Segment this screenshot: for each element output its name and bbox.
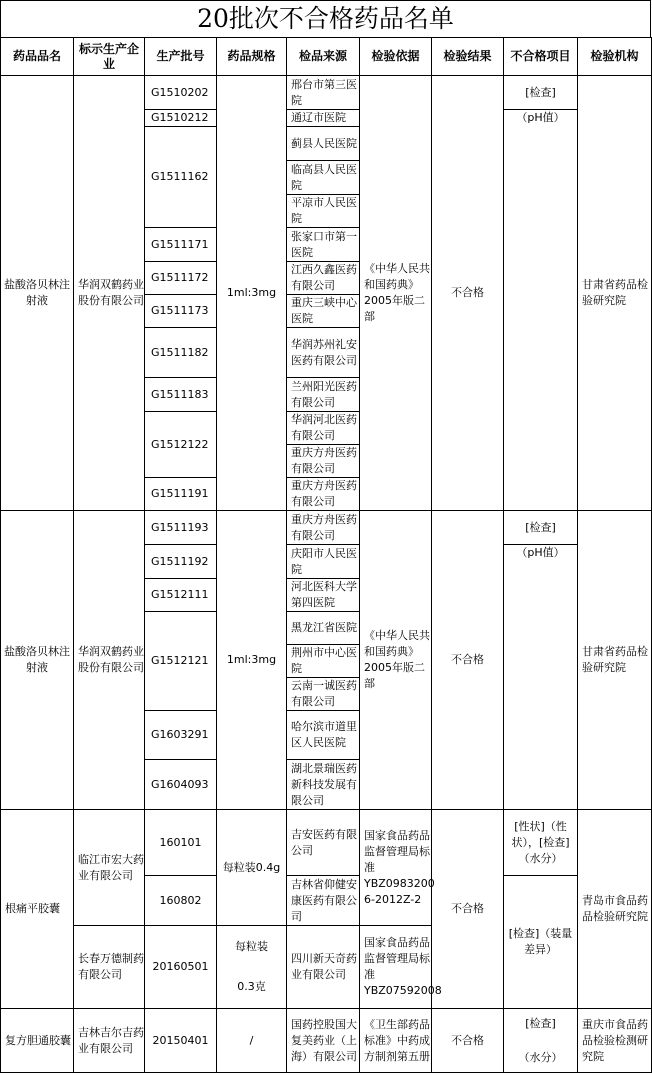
manufacturer: 长春万德制药有限公司 <box>74 926 145 1009</box>
results-table <box>0 37 652 1073</box>
test-basis: 《卫生部药品标准》中药成方制剂第五册 <box>360 1009 432 1073</box>
lot-number: G1512111 <box>145 579 217 612</box>
header-cell: 药品品名 <box>1 38 74 76</box>
header-cell: 不合格项目 <box>504 38 578 76</box>
lot-number: 20150401 <box>145 1009 217 1073</box>
lot-number: G1512121 <box>145 612 217 711</box>
failed-item: [检查] <box>504 76 578 110</box>
header-cell: 检验机构 <box>578 38 652 76</box>
lot-number: 160802 <box>145 876 217 926</box>
table-row <box>1 76 652 110</box>
failed-item <box>504 545 578 810</box>
lot-number: G1511193 <box>145 511 217 545</box>
test-basis: 国家食品药品监督管理局标准YBZ0983200 6-2012Z-2 <box>360 810 432 926</box>
sample-source: 江西久鑫医药有限公司 <box>287 262 360 295</box>
failed-item-line: （水分） <box>518 1050 563 1064</box>
header-cell: 检验结果 <box>432 38 504 76</box>
manufacturer: 吉林吉尔吉药业有限公司 <box>74 1009 145 1073</box>
test-organization: 青岛市食品药品检验研究院 <box>578 810 652 1009</box>
test-result: 不合格 <box>432 76 504 511</box>
drug-name: 根痛平胶囊 <box>1 810 74 1009</box>
drug-spec: / <box>217 1009 287 1073</box>
lot-number: G1511162 <box>145 127 217 228</box>
sample-source: 重庆三峡中心医院 <box>287 295 360 328</box>
header-cell: 检品来源 <box>287 38 360 76</box>
header-cell: 标示生产企业 <box>74 38 145 76</box>
table-row <box>1 810 652 876</box>
sample-source: 吉安医药有限公司 <box>287 810 360 876</box>
drug-name: 盐酸洛贝林注射液 <box>1 511 74 810</box>
header-cell: 药品规格 <box>217 38 287 76</box>
drug-name: 盐酸洛贝林注射液 <box>1 76 74 511</box>
failed-item: [性状]（性状），[检查]（水分） <box>504 810 578 876</box>
sample-source: 哈尔滨市道里区人民医院 <box>287 711 360 760</box>
failed-item <box>504 1009 578 1073</box>
test-basis: 《中华人民共和国药典》2005年版二部 <box>360 511 432 810</box>
failed-item: [检查]（装量差异） <box>504 876 578 1009</box>
lot-number: G1511171 <box>145 228 217 262</box>
sample-source: 荆州市中心医院 <box>287 645 360 678</box>
sample-source: 庆阳市人民医院 <box>287 545 360 579</box>
sample-source: 重庆方舟医药有限公司 <box>287 445 360 478</box>
lot-number: G1511173 <box>145 295 217 328</box>
test-basis: 国家食品药品监督管理局标准YBZ07592008 <box>360 926 432 1009</box>
drug-spec: 每粒装0.4g <box>217 810 287 926</box>
table-row <box>1 1009 652 1073</box>
drug-spec-line: 每粒装 <box>235 940 268 953</box>
test-result: 不合格 <box>432 1009 504 1073</box>
sample-source: 邢台市第三医院 <box>287 76 360 110</box>
sample-source: 兰州阳光医药有限公司 <box>287 378 360 412</box>
lot-number: G1603291 <box>145 711 217 760</box>
sample-source: 国药控股国大复美药业（上海）有限公司 <box>287 1009 360 1073</box>
sample-source: 黑龙江省医院 <box>287 612 360 645</box>
test-result: 不合格 <box>432 810 504 1009</box>
sample-source: 华润苏州礼安医药有限公司 <box>287 328 360 378</box>
header-row <box>1 38 652 76</box>
drug-spec-line: 0.3克 <box>237 980 266 993</box>
sample-source: 吉林省仰健安康医药有限公司 <box>287 876 360 926</box>
drug-spec: 1ml:3mg <box>217 76 287 511</box>
manufacturer: 临江市宏大药业有限公司 <box>74 810 145 926</box>
lot-number: G1604093 <box>145 760 217 810</box>
test-result: 不合格 <box>432 511 504 810</box>
sample-source: 重庆方舟医药有限公司 <box>287 478 360 511</box>
sample-source: 云南一诚医药有限公司 <box>287 678 360 711</box>
sample-source: 张家口市第一医院 <box>287 228 360 262</box>
lot-number: G1511172 <box>145 262 217 295</box>
manufacturer: 华润双鹤药业股份有限公司 <box>74 76 145 511</box>
sample-source: 平凉市人民医院 <box>287 195 360 228</box>
failed-item-line: [检查] <box>525 1016 556 1030</box>
lot-number: G1510212 <box>145 110 217 127</box>
lot-number: G1510202 <box>145 76 217 110</box>
lot-number: G1512122 <box>145 412 217 478</box>
page-title: 20批次不合格药品名单 <box>0 0 651 37</box>
sample-source: 蓟县人民医院 <box>287 127 360 161</box>
test-organization: 甘肃省药品检验研究院 <box>578 76 652 511</box>
drug-spec <box>217 926 287 1009</box>
header-cell: 生产批号 <box>145 38 217 76</box>
lot-number: G1511183 <box>145 378 217 412</box>
drug-name: 复方胆通胶囊 <box>1 1009 74 1073</box>
lot-number: G1511192 <box>145 545 217 579</box>
sample-source: 四川新天奇药业有限公司 <box>287 926 360 1009</box>
test-basis: 《中华人民共和国药典》2005年版二部 <box>360 76 432 511</box>
failed-item <box>504 110 578 511</box>
lot-number: G1511182 <box>145 328 217 378</box>
sample-source: 河北医科大学第四医院 <box>287 579 360 612</box>
failed-item-detail: （pH值） <box>516 546 565 559</box>
manufacturer: 华润双鹤药业股份有限公司 <box>74 511 145 810</box>
sample-source: 通辽市医院 <box>287 110 360 127</box>
lot-number: 160101 <box>145 810 217 876</box>
lot-number: 20160501 <box>145 926 217 1009</box>
table-row <box>1 511 652 545</box>
sample-source: 临高县人民医院 <box>287 161 360 195</box>
sample-source: 湖北景瑞医药新科技发展有限公司 <box>287 760 360 810</box>
lot-number: G1511191 <box>145 478 217 511</box>
sample-source: 华润河北医药有限公司 <box>287 412 360 445</box>
header-cell: 检验依据 <box>360 38 432 76</box>
test-organization: 重庆市食品药品检验检测研究院 <box>578 1009 652 1073</box>
failed-item-detail: （pH值） <box>516 111 565 124</box>
test-organization: 甘肃省药品检验研究院 <box>578 511 652 810</box>
drug-spec: 1ml:3mg <box>217 511 287 810</box>
failed-item: [检查] <box>504 511 578 545</box>
sample-source: 重庆方舟医药有限公司 <box>287 511 360 545</box>
